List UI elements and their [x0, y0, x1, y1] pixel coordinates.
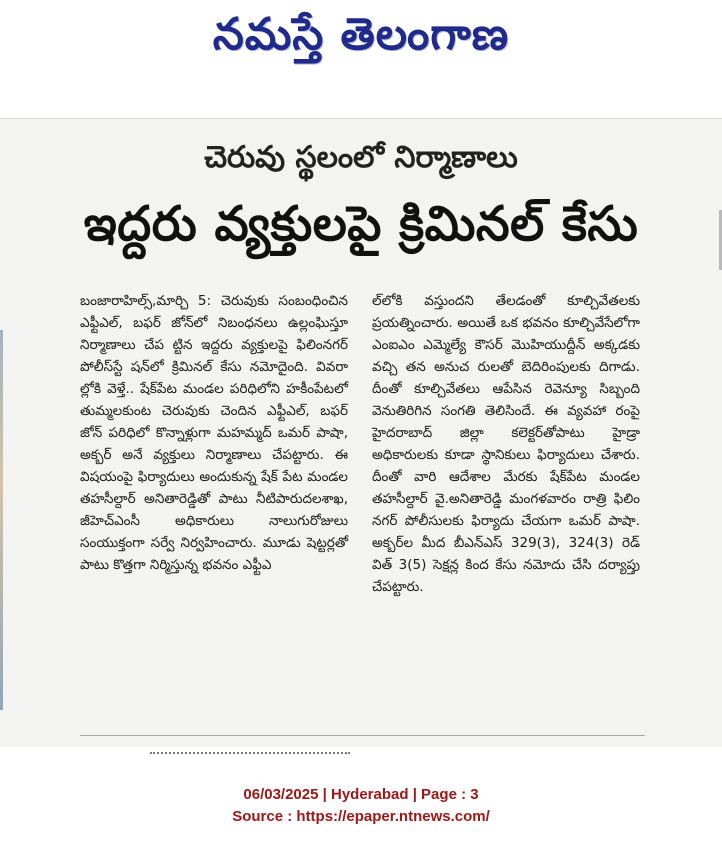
masthead	[0, 0, 722, 80]
clipping-divider	[80, 735, 645, 736]
article-body	[80, 290, 640, 598]
next-article-fragment	[150, 752, 350, 760]
edition-info: 06/03/2025 | Hyderabad | Page : 3	[243, 786, 479, 803]
article-text-right: ల్‌లోకి వస్తుందని తేలడంతో కూల్చివేతలకు ప్రయత్నించారు. అయితే ఒక భవనం కూల్చివేసేలోగా ఎంఐఎం ఎమ్మెల్యే కౌసర్ మొహియుద్దీన్ అక్కడకు వచ్చి తన అనుచ రులతో బెదిరింపులకు దిగాడు. దీంతో కూల్చివేతలు ఆపేసిన రెవెన్యూ సిబ్బంది వెనుతిరిగిన సంగతి తెలిసిందే. ఈ వ్యవహా రంపై హైదరాబాద్ జిల్లా కలెక్టర్‌తోపాటు హైడ్రా అధికారులకు కూడా స్థానికులు ఫిర్యాదులు చేశారు. దీంతో వారి ఆదేశాల మేరకు షేక్‌పేట మండల తహసీల్దార్ వై.అనితారెడ్డి మంగళవారం రాత్రి ఫిలిం నగర్ పోలీసులకు ఫిర్యాదు చేయగా ఒమర్ పాషా. అక్బర్‌ల మీద బీఎన్ఎస్ 329(3), 324(3) రెడ్ విత్ 3(5) సెక్షన్ల కింద కేసు నమోదు చేసి దర్యాప్తు చేపట్టారు.	[372, 293, 640, 595]
article-headline: ఇద్దరు వ్యక్తులపై క్రిమినల్ కేసు	[83, 196, 639, 252]
adjacent-clipping-edge	[0, 330, 3, 710]
article-column-left	[80, 290, 348, 598]
source-link[interactable]: Source : https://epaper.ntnews.com/	[232, 808, 490, 825]
article-kicker: చెరువు స్థలంలో నిర్మాణాలు	[204, 140, 518, 175]
article-column-right	[372, 290, 640, 598]
article-text-left: బంజారాహిల్స్,మార్చి 5: చెరువుకు సంబంధించిన ఎఫ్టీఎల్, బఫర్ జోన్‌లో నిబంధనలు ఉల్లంఘిస్తూ నిర్మాణాలు చేప ట్టిన ఇద్దరు వ్యక్తులపై ఫిలింనగర్ పోలీస్‌స్టే షన్‌లో క్రిమినల్ కేసు నమోదైంది. వివరా ల్లోకి వెళ్తే.. షేక్‌పేట మండల పరిధిలోని హకీంపేటలో తుమ్మలకుంట చెరువుకు చెందిన ఎఫ్టీఎల్, బఫర్ జోన్ పరిధిలో కొన్నాళ్లుగా మహమ్మద్ ఒమర్ పాషా, అక్బర్ అనే వ్యక్తులు నిర్మాణాలు చేపట్టారు. ఈ విషయంపై ఫిర్యాదులు అందుకున్న షేక్ పేట మండల తహసీల్దార్ అనితారెడ్డితో పాటు నీటిపారుదలశాఖ, జీహెచ్‌ఎంసీ అధికారులు నాలుగురోజులు సంయుక్తంగా సర్వే నిర్వహించారు. మూడు షెట్టర్లతో పాటు కొత్తగా నిర్మిస్తున్న భవనం ఎఫ్టీఎ	[80, 293, 348, 573]
newspaper-logo: నమస్తే తెలంగాణ	[212, 9, 510, 60]
source-footer	[0, 784, 722, 828]
